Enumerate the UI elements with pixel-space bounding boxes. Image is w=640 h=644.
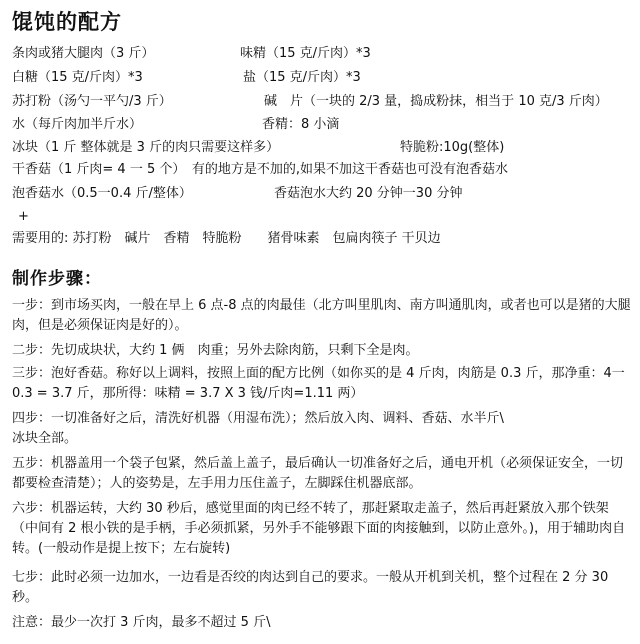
step-2: 二步：先切成块状，大约 1 俩 肉重；另外去除肉筋，只剩下全是肉。 xyxy=(12,343,419,358)
ingredient-salt: 盐（15 克/斤肉）*3 xyxy=(243,70,361,85)
step-7: 七步：此时必须一边加水，一边看是否绞的肉达到自己的要求。一般从开机到关机，整个过程在 2 分 30 秒。 xyxy=(12,570,609,605)
ingredient-water: 水（每斤肉加半斤水） xyxy=(12,117,143,132)
ingredient-crisp-powder: 特脆粉:10g(整体) xyxy=(400,140,505,155)
plus-sign: + xyxy=(18,209,29,224)
step-3: 三步：泡好香菇。称好以上调料，按照上面的配方比例（如你买的是 4 斤肉，肉筋是 0.3 斤，那净重：4一0.3 = 3.7 斤，那所得：味精 = 3.7 X 3 钱/斤肉=1.11 两） xyxy=(12,366,625,401)
ingredient-msg: 味精（15 克/斤肉）*3 xyxy=(240,46,371,61)
step-5: 五步：机器盖用一个袋子包紧，然后盖上盖子，最后确认一切准备好之后，通电开机（必须保证安全，一切都要检查清楚）；人的姿势是，左手用力压住盖子，左脚踩住机器底部。 xyxy=(12,456,624,491)
ingredient-alkali: 碱 片（一块的 2/3 量，捣成粉抹，相当于 10 克/3 斤肉） xyxy=(264,94,608,109)
step-6: 六步：机器运转，大约 30 秒后，感觉里面的肉已经不转了，那赶紧取走盖子，然后再赶紧放入那个铁架（中间有 2 根小铁的是手柄，手必须抓紧，另外手不能够跟下面的肉接触到，以防止意外。)，用于辅助肉自转。(一般动作是提上按下；左右旋转) xyxy=(12,501,626,556)
ingredient-sugar: 白糖（15 克/斤肉）*3 xyxy=(12,70,143,85)
needed-items: 需要用的: 苏打粉 碱片 香精 特脆粉 猪骨味素 包扁肉筷子 干贝边 xyxy=(12,231,441,246)
steps-heading: 制作步骤： xyxy=(12,269,102,289)
ingredient-pork: 条肉或猪大腿肉（3 斤） xyxy=(12,46,155,61)
ingredient-mushroom-water: 泡香菇水（0.5一0.4 斤/整体） xyxy=(12,186,192,201)
step-4: 四步：一切准备好之后，清洗好机器（用湿布洗）；然后放入肉、调料、香菇、水半斤\ 冰块全部。 xyxy=(12,411,504,446)
note: 注意：最少一次打 3 斤肉，最多不超过 5 斤\ xyxy=(12,615,271,630)
ingredient-dried-mushroom: 干香菇（1 斤肉= 4 一 5 个） 有的地方是不加的,如果不加这干香菇也可没有泡香菇水 xyxy=(12,162,509,177)
ingredient-baking-soda: 苏打粉（汤勺一平勺/3 斤） xyxy=(12,94,172,109)
ingredient-essence: 香精：8 小滴 xyxy=(262,117,340,132)
step-1: 一步：到市场买肉，一般在早上 6 点-8 点的肉最佳（北方叫里肌肉、南方叫通肌肉，或者也可以是猪的大腿肉，但是必须保证肉是好的）。 xyxy=(12,298,631,333)
mushroom-soak-time: 香菇泡水大约 20 分钟一30 分钟 xyxy=(274,186,463,201)
page-title: 馄饨的配方 xyxy=(12,10,122,34)
ingredient-ice: 冰块（1 斤 整体就是 3 斤的肉只需要这样多） xyxy=(12,140,280,155)
